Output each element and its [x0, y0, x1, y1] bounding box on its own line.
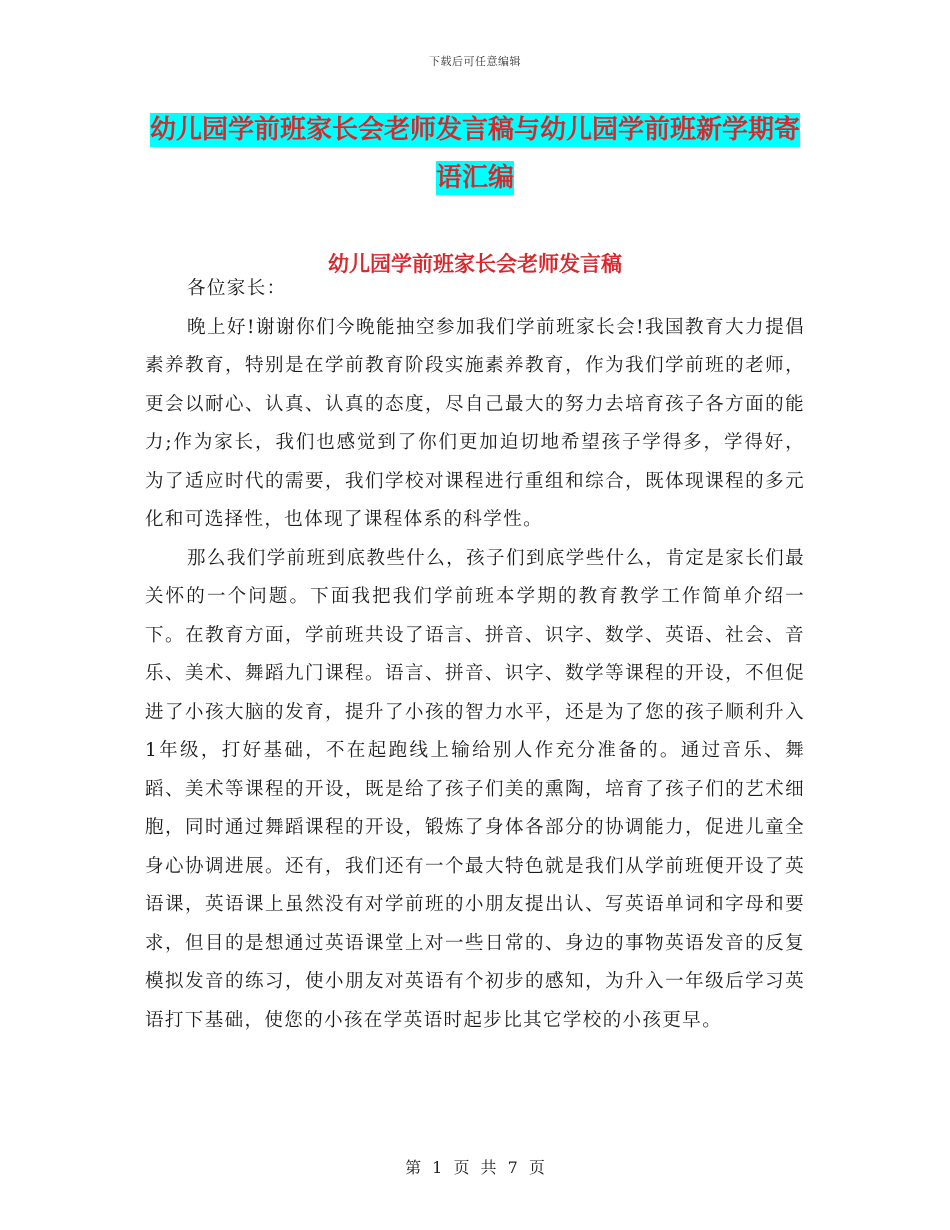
paragraph-1: 晚上好!谢谢你们今晚能抽空参加我们学前班家长会!我国教育大力提倡素养教育，特别是在学前教育阶段实施素养教育，作为我们学前班的老师，更会以耐心、认真、认真的态度，尽自己最大的努力去培育孩子各方面的能力;作为家长，我们也感觉到了你们更加迫切地希望孩子学得多，学得好，为了适应时代的需要，我们学校对课程进行重组和综合，既体现课程的多元化和可选择性，也体现了课程体系的科学性。 [145, 316, 805, 530]
document-title [140, 106, 810, 202]
document-title-text: 幼儿园学前班家长会老师发言稿与幼儿园学前班新学期寄语汇编 [149, 115, 800, 193]
paragraph-2: 那么我们学前班到底教些什么，孩子们到底学些什么，肯定是家长们最关怀的一个问题。下面我把我们学前班本学期的教育教学工作简单介绍一下。在教育方面，学前班共设了语言、拼音、识字、数学、英语、社会、音乐、美术、舞蹈九门课程。语言、拼音、识字、数学等课程的开设，不但促进了小孩大脑的发育，提升了小孩的智力水平，还是为了您的孩子顺利升入1年级，打好基础，不在起跑线上输给别人作充分准备的。通过音乐、舞蹈、美术等课程的开设，既是给了孩子们美的熏陶，培育了孩子们的艺术细胞，同时通过舞蹈课程的开设，锻炼了身体各部分的协调能力，促进儿童全身心协调进展。还有，我们还有一个最大特色就是我们从学前班便开设了英语课，英语课上虽然没有对学前班的小朋友提出认、写英语单词和字母和要求，但目的是想通过英语课堂上对一些日常的、身边的事物英语发音的反复模拟发音的练习，使小朋友对英语有个初步的感知，为升入一年级后学习英语打下基础，使您的小孩在学英语时起步比其它学校的小孩更早。 [145, 547, 805, 1031]
greeting-line: 各位家长： [187, 278, 287, 299]
section-title: 幼儿园学前班家长会老师发言稿 [328, 251, 622, 276]
page-number-footer: 第 1 页 共 7 页 [405, 1158, 545, 1177]
header-note: 下载后可任意编辑 [429, 55, 521, 68]
document-body [145, 270, 805, 1040]
